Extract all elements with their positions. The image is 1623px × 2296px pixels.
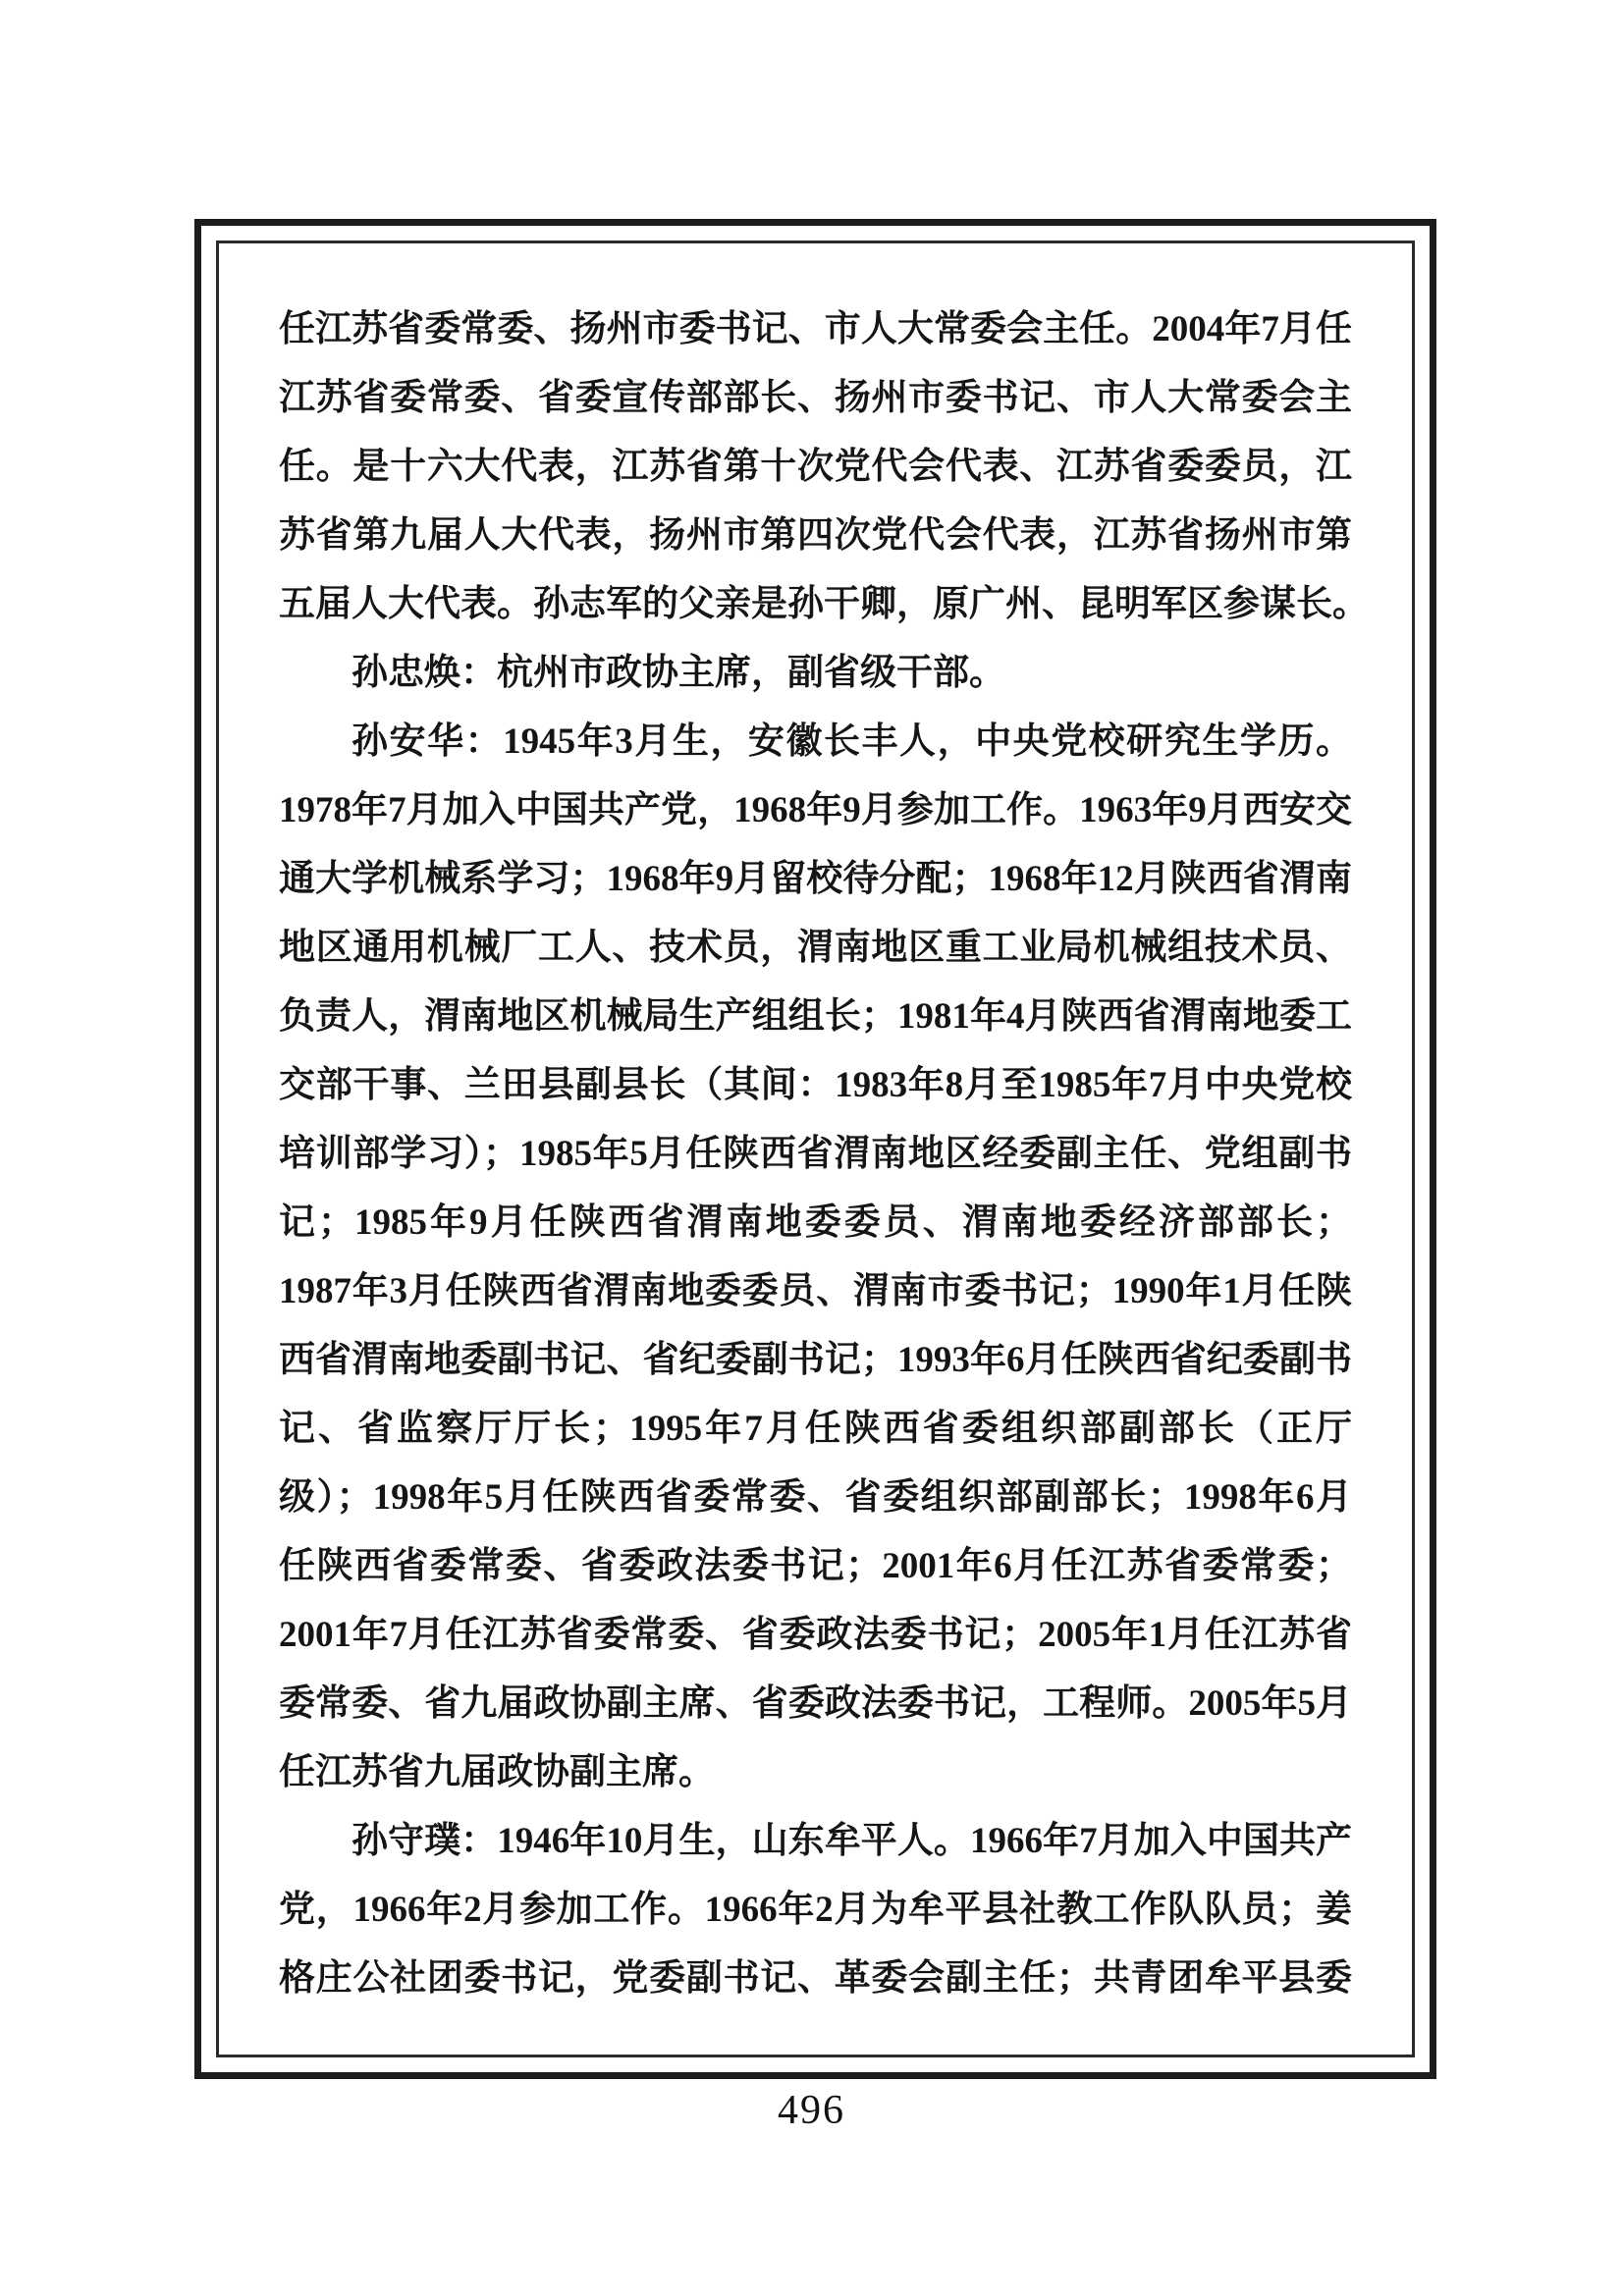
page-number: 496 bbox=[778, 2088, 845, 2133]
text-line: 级）；1998年5月任陕西省委常委、省委组织部副部长；1998年6月 bbox=[279, 1477, 1352, 1518]
text-line: 负责人，渭南地区机械局生产组组长；1981年4月陕西省渭南地委工 bbox=[279, 996, 1352, 1037]
paragraph bbox=[279, 295, 1369, 639]
text-line: 记、省监察厅厅长；1995年7月任陕西省委组织部副部长（正厅 bbox=[279, 1409, 1352, 1449]
page-outer-border bbox=[194, 219, 1436, 2079]
text-line: 委常委、省九届政协副主席、省委政法委书记，工程师。2005年5月 bbox=[279, 1683, 1352, 1724]
text-line: 任江苏省委常委、扬州市委书记、市人大常委会主任。2004年7月任 bbox=[279, 309, 1352, 349]
text-line: 交部干事、兰田县副县长（其间：1983年8月至1985年7月中央党校 bbox=[279, 1065, 1352, 1105]
text-line: 孙安华：1945年3月生，安徽长丰人，中央党校研究生学历。 bbox=[352, 721, 1352, 762]
paragraph bbox=[279, 708, 1352, 1807]
text-line: 苏省第九届人大代表，扬州市第四次党代会代表，江苏省扬州市第 bbox=[279, 515, 1352, 556]
text-line: 培训部学习）；1985年5月任陕西省渭南地区经委副主任、党组副书 bbox=[279, 1134, 1352, 1174]
text-line: 江苏省委常委、省委宣传部部长、扬州市委书记、市人大常委会主 bbox=[279, 378, 1352, 418]
text-line: 任。是十六大代表，江苏省第十次党代会代表、江苏省委委员，江 bbox=[279, 447, 1352, 487]
text-line: 1987年3月任陕西省渭南地委委员、渭南市委书记；1990年1月任陕 bbox=[279, 1271, 1352, 1311]
page-inner-border bbox=[216, 240, 1415, 2057]
text-line: 通大学机械系学习；1968年9月留校待分配；1968年12月陕西省渭南 bbox=[279, 859, 1352, 899]
text-line: 孙守璞：1946年10月生，山东牟平人。1966年7月加入中国共产 bbox=[352, 1821, 1352, 1861]
text-line: 格庄公社团委书记，党委副书记、革委会副主任；共青团牟平县委 bbox=[279, 1958, 1352, 1999]
paragraph bbox=[279, 1807, 1352, 2013]
text-line: 孙忠焕：杭州市政协主席，副省级干部。 bbox=[352, 653, 1005, 693]
text-line: 任陕西省委常委、省委政法委书记；2001年6月任江苏省委常委； bbox=[279, 1546, 1352, 1586]
text-line: 任江苏省九届政协副主席。 bbox=[279, 1752, 715, 1792]
text-line: 2001年7月任江苏省委常委、省委政法委书记；2005年1月任江苏省 bbox=[279, 1615, 1352, 1655]
text-line: 1978年7月加入中国共产党，1968年9月参加工作。1963年9月西安交 bbox=[279, 790, 1352, 830]
text-line: 五届人大代表。孙志军的父亲是孙干卿，原广州、昆明军区参谋长。 bbox=[279, 584, 1369, 624]
text-line: 西省渭南地委副书记、省纪委副书记；1993年6月任陕西省纪委副书 bbox=[279, 1340, 1352, 1380]
paragraph bbox=[279, 639, 1352, 708]
text-area bbox=[222, 246, 1409, 2052]
text-line: 地区通用机械厂工人、技术员，渭南地区重工业局机械组技术员、 bbox=[279, 928, 1352, 968]
text-line: 记；1985年9月任陕西省渭南地委委员、渭南地委经济部部长； bbox=[279, 1202, 1352, 1243]
text-line: 党，1966年2月参加工作。1966年2月为牟平县社教工作队队员；姜 bbox=[279, 1890, 1352, 1930]
